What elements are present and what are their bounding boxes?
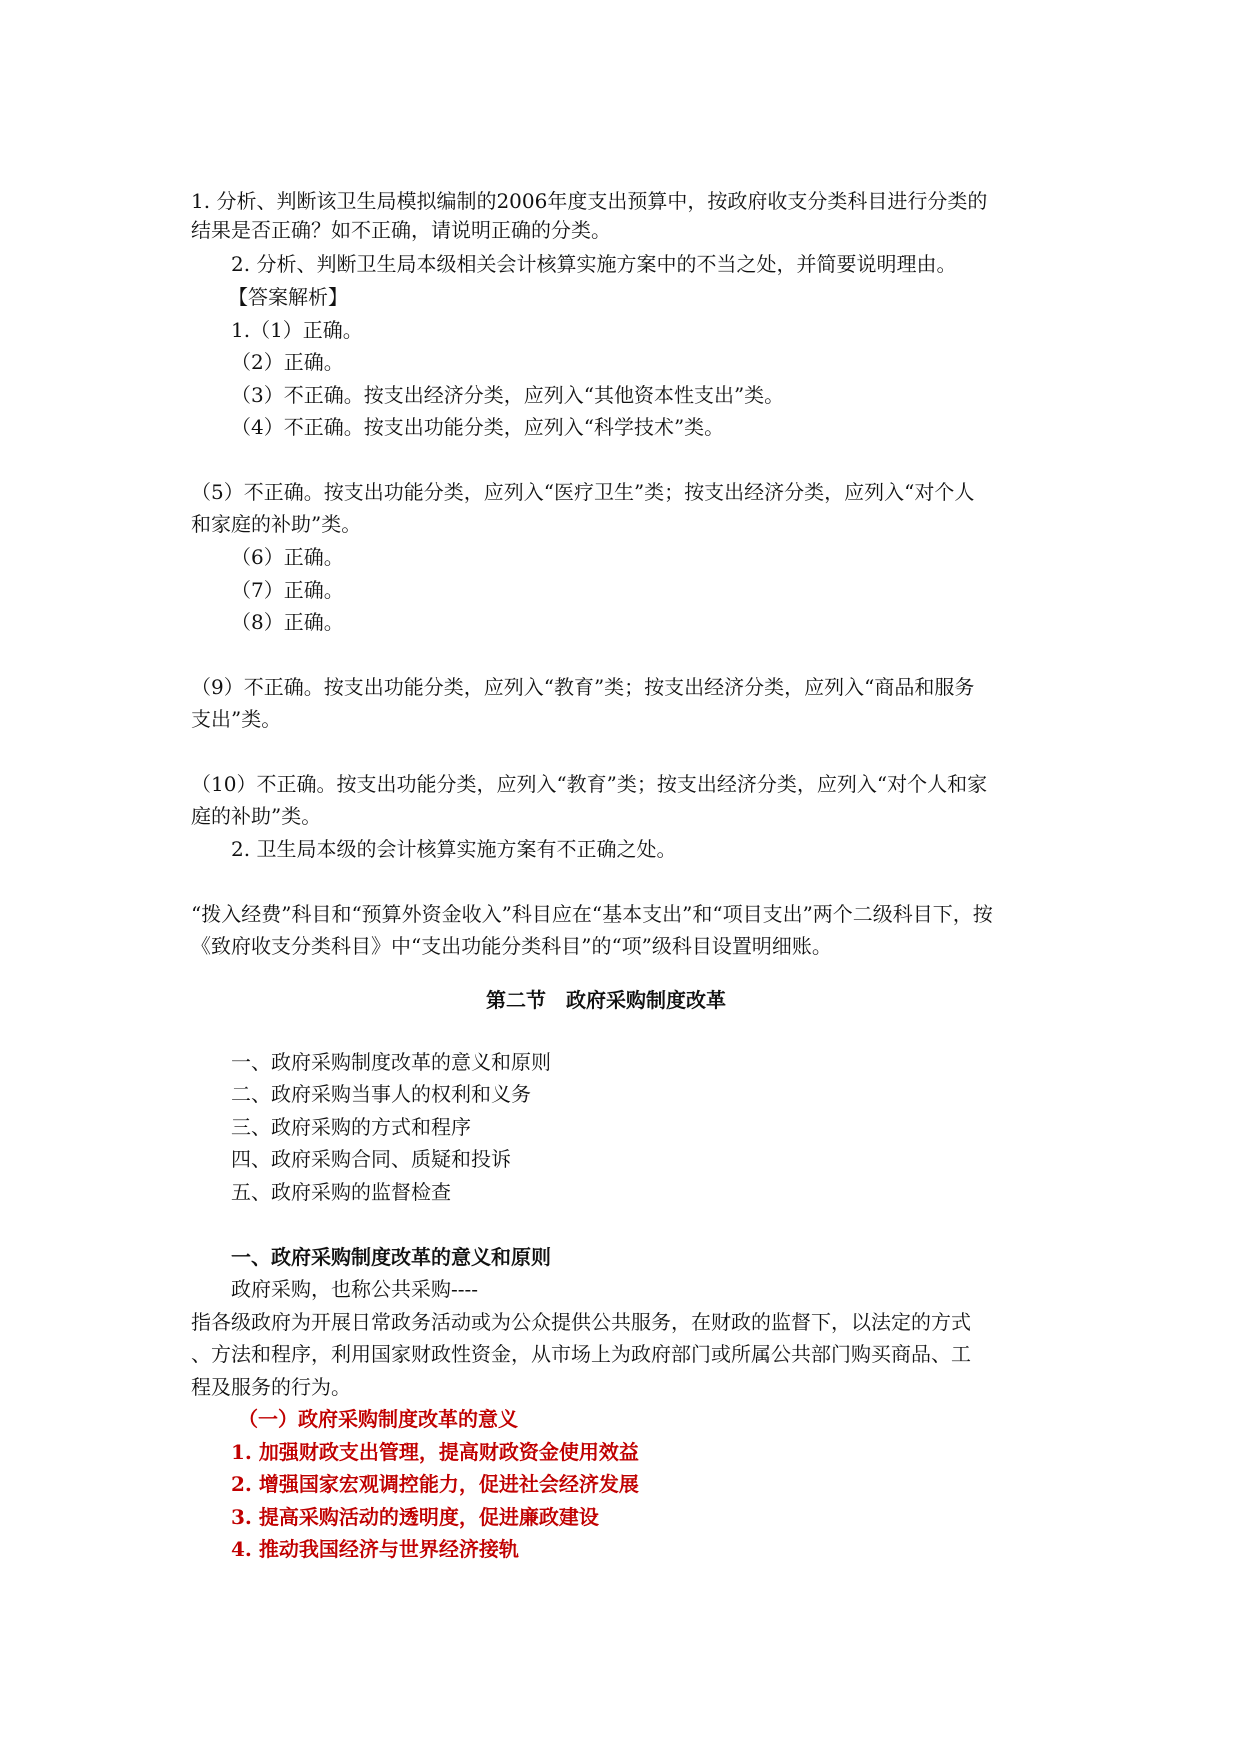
answer-1-6: （6）正确。 (231, 545, 344, 569)
answer-1-3: （3）不正确。按支出经济分类，应列入“其他资本性支出”类。 (231, 383, 785, 407)
answer-1-10-line-2: 庭的补助”类。 (191, 804, 322, 828)
significance-item: 1. 加强财政支出管理，提高财政资金使用效益 (231, 1440, 639, 1464)
significance-item: 3. 提高采购活动的透明度，促进廉政建设 (231, 1505, 599, 1529)
significance-item: 2. 增强国家宏观调控能力，促进社会经济发展 (231, 1472, 639, 1496)
subsection-heading: 一、政府采购制度改革的意义和原则 (231, 1245, 551, 1269)
answer-1-7: （7）正确。 (231, 578, 344, 602)
significance-heading: （一）政府采购制度改革的意义 (238, 1407, 518, 1431)
answer-2: 2. 卫生局本级的会计核算实施方案有不正确之处。 (231, 837, 677, 861)
outline-item: 一、政府采购制度改革的意义和原则 (231, 1050, 551, 1074)
procurement-intro: 政府采购，也称公共采购---- (231, 1277, 479, 1301)
answer-2-detail-line-2: 《致府收支分类科目》中“支出功能分类科目”的“项”级科目设置明细账。 (191, 934, 832, 958)
answer-1-9-line-1: （9）不正确。按支出功能分类，应列入“教育”类；按支出经济分类，应列入“商品和服务 (191, 675, 975, 699)
answer-1-1: 1.（1）正确。 (231, 318, 363, 342)
answer-1-2: （2）正确。 (231, 350, 344, 374)
question-1-line-2: 结果是否正确？如不正确，请说明正确的分类。 (191, 218, 611, 242)
outline-item: 四、政府采购合同、质疑和投诉 (231, 1147, 511, 1171)
question-1-line-1: 1. 分析、判断该卫生局模拟编制的2006年度支出预算中，按政府收支分类科目进行分类的 (191, 189, 988, 213)
answer-1-9-line-2: 支出”类。 (191, 707, 282, 731)
answer-1-5-line-2: 和家庭的补助”类。 (191, 512, 362, 536)
significance-item: 4. 推动我国经济与世界经济接轨 (231, 1537, 519, 1561)
question-2: 2. 分析、判断卫生局本级相关会计核算实施方案中的不当之处，并简要说明理由。 (231, 252, 957, 276)
answer-2-detail-line-1: “拨入经费”科目和“预算外资金收入”科目应在“基本支出”和“项目支出”两个二级科目下，按 (191, 902, 993, 926)
procurement-definition-line-3: 程及服务的行为。 (191, 1375, 351, 1399)
procurement-definition-line-1: 指各级政府为开展日常政务活动或为公众提供公共服务，在财政的监督下，以法定的方式 (191, 1310, 971, 1334)
answer-1-10-line-1: （10）不正确。按支出功能分类，应列入“教育”类；按支出经济分类，应列入“对个人和家 (191, 772, 988, 796)
procurement-definition-line-2: 、方法和程序，利用国家财政性资金，从市场上为政府部门或所属公共部门购买商品、工 (191, 1342, 971, 1366)
section-title: 第二节 政府采购制度改革 (486, 988, 726, 1012)
outline-item: 二、政府采购当事人的权利和义务 (231, 1082, 531, 1106)
outline-item: 三、政府采购的方式和程序 (231, 1115, 471, 1139)
answer-1-5-line-1: （5）不正确。按支出功能分类，应列入“医疗卫生”类；按支出经济分类，应列入“对个人 (191, 480, 975, 504)
answer-header: 【答案解析】 (228, 285, 348, 309)
answer-1-4: （4）不正确。按支出功能分类，应列入“科学技术”类。 (231, 415, 725, 439)
answer-1-8: （8）正确。 (231, 610, 344, 634)
outline-item: 五、政府采购的监督检查 (231, 1180, 451, 1204)
